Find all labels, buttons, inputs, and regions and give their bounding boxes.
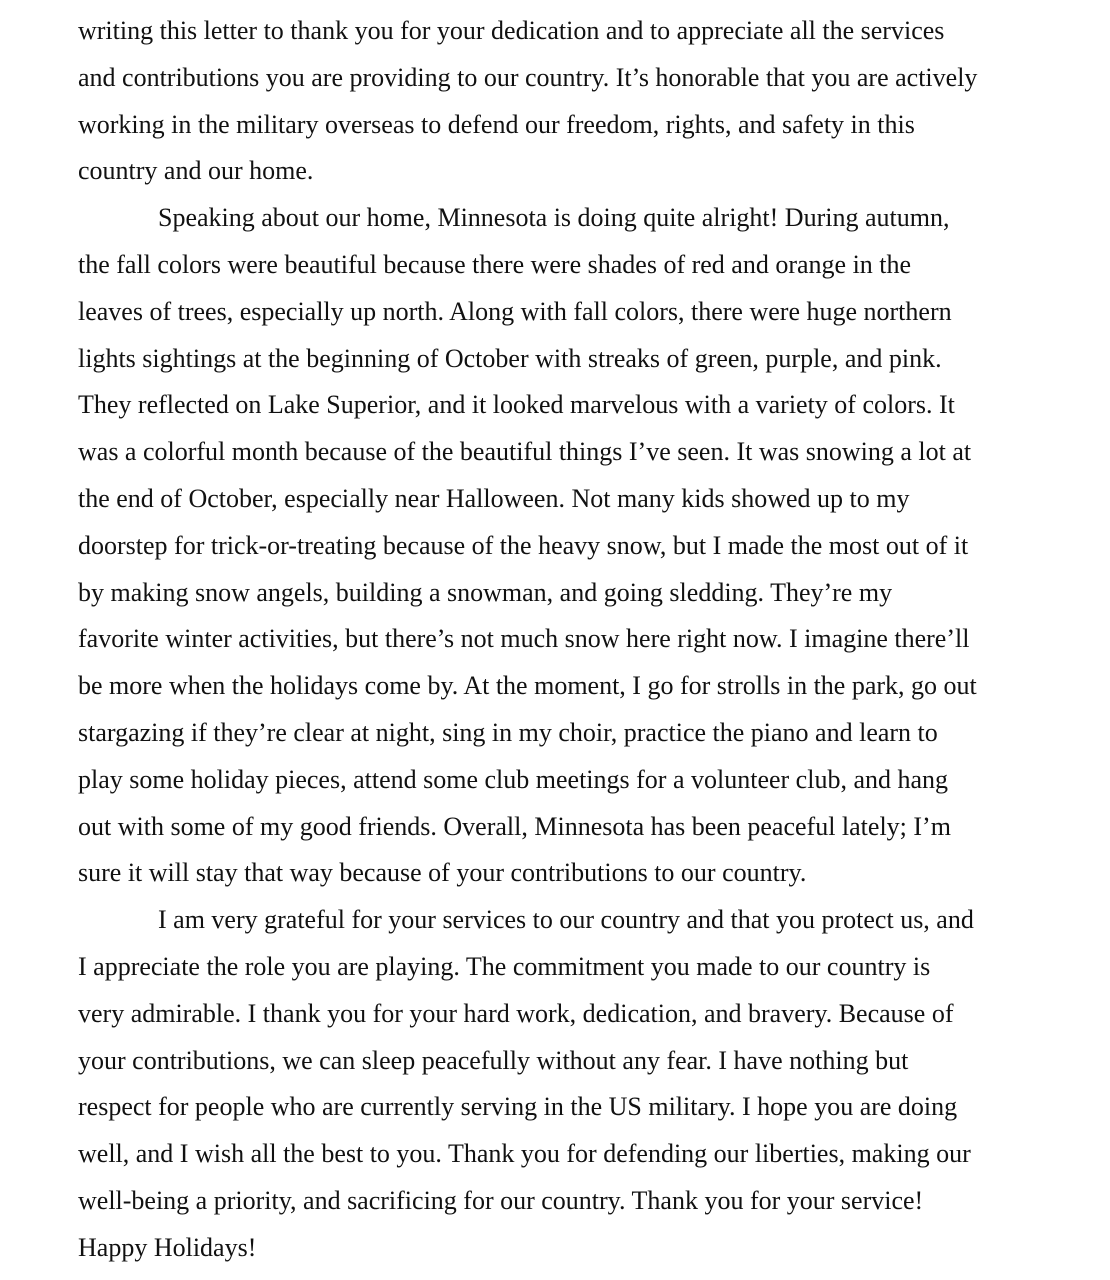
text-line: well, and I wish all the best to you. Thank you for defending our liberties, making our <box>78 1139 971 1169</box>
text-line: your contributions, we can sleep peacefully without any fear. I have nothing but <box>78 1045 909 1075</box>
text-line: play some holiday pieces, attend some club meetings for a volunteer club, and hang <box>78 764 949 794</box>
text-line: be more when the holidays come by. At the moment, I go for strolls in the park, go out <box>78 671 977 701</box>
text-line: leaves of trees, especially up north. Along with fall colors, there were huge northern <box>78 296 952 326</box>
text-line: favorite winter activities, but there’s not much snow here right now. I imagine there’ll <box>78 624 970 654</box>
text-line: They reflected on Lake Superior, and it looked marvelous with a variety of colors. It <box>78 390 955 420</box>
text-line: working in the military overseas to defend our freedom, rights, and safety in this <box>78 109 915 139</box>
text-line: doorstep for trick-or-treating because of the heavy snow, but I made the most out of it <box>78 530 969 560</box>
letter-body <box>78 8 1038 1272</box>
text-line: and contributions you are providing to our country. It’s honorable that you are actively <box>78 62 978 92</box>
text-line: the end of October, especially near Halloween. Not many kids showed up to my <box>78 483 910 513</box>
text-line: the fall colors were beautiful because there were shades of red and orange in the <box>78 249 912 279</box>
text-line: stargazing if they’re clear at night, sing in my choir, practice the piano and learn to <box>78 717 938 747</box>
text-line: was a colorful month because of the beautiful things I’ve seen. It was snowing a lot at <box>78 437 972 467</box>
text-line: writing this letter to thank you for your dedication and to appreciate all the services <box>78 16 945 45</box>
text-line: country and our home. <box>78 156 314 186</box>
text-line: well-being a priority, and sacrificing for our country. Thank you for your service! <box>78 1185 924 1215</box>
paragraph-start-line: Speaking about our home, Minnesota is doing quite alright! During autumn, <box>158 203 950 233</box>
text-line: very admirable. I thank you for your hard work, dedication, and bravery. Because of <box>78 998 954 1028</box>
text-line: out with some of my good friends. Overall, Minnesota has been peaceful lately; I’m <box>78 811 951 841</box>
text-line: respect for people who are currently serving in the US military. I hope you are doing <box>78 1092 958 1122</box>
text-line: I appreciate the role you are playing. The commitment you made to our country is <box>78 951 931 981</box>
text-line: by making snow angels, building a snowman, and going sledding. They’re my <box>78 577 893 607</box>
text-line: lights sightings at the beginning of October with streaks of green, purple, and pink. <box>78 343 942 373</box>
closing-line: Happy Holidays! <box>78 1232 257 1262</box>
paragraph-start-line: I am very grateful for your services to our country and that you protect us, and <box>158 905 974 935</box>
text-line: sure it will stay that way because of your contributions to our country. <box>78 858 807 888</box>
